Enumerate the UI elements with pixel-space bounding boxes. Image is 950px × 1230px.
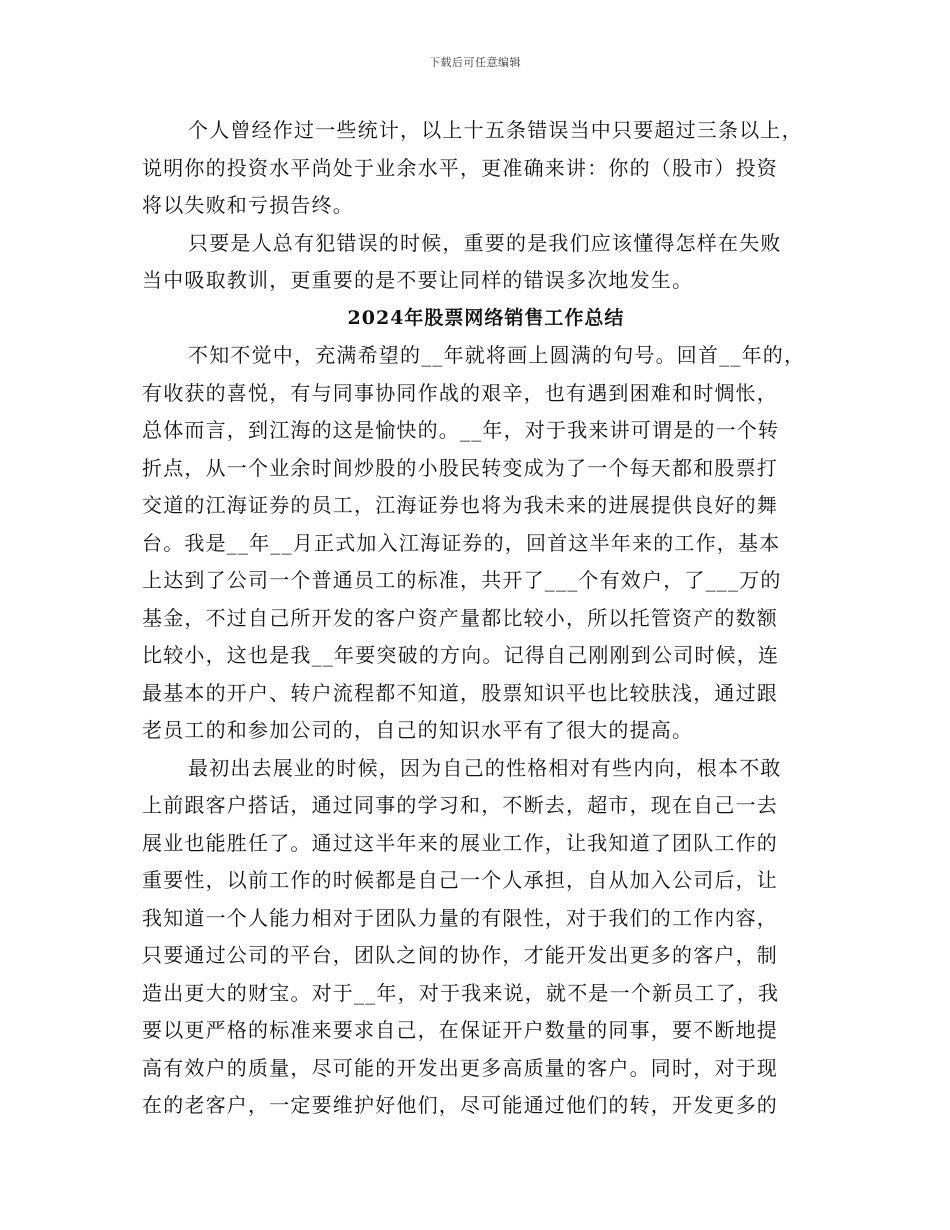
paragraph-line: 折点，从一个业余时间炒股的小股民转变成为了一个每天都和股票打 [142,455,778,480]
paragraph-line: 说明你的投资水平尚处于业余水平，更准确来讲：你的（股市）投资 [142,155,778,180]
paragraph-line: 只要是人总有犯错误的时候，重要的是我们应该懂得怎样在失败 [188,230,782,255]
paragraph-line: 造出更大的财宝。对于__年，对于我来说，就不是一个新员工了，我 [142,980,780,1005]
paragraph-line: 最基本的开户、转户流程都不知道，股票知识平也比较肤浅，通过跟 [142,680,778,705]
paragraph-line: 在的老客户，一定要维护好他们，尽可能通过他们的转，开发更多的 [142,1093,778,1117]
paragraph-line: 高有效户的质量，尽可能的开发出更多高质量的客户。同时，对于现 [142,1055,778,1080]
paragraph-line: 展业也能胜任了。通过这半年来的展业工作，让我知道了团队工作的 [142,830,778,855]
paragraph-line: 上前跟客户搭话，通过同事的学习和，不断去，超市，现在自己一去 [142,793,778,817]
paragraph-line: 将以失败和亏损告终。 [142,193,354,217]
paragraph-line: 比较小，这也是我__年要突破的方向。记得自己刚刚到公司时候，连 [142,643,780,667]
section-title: 2024年股票网络销售工作总结 [347,306,625,329]
document-body [142,112,810,1125]
paragraph-line: 有收获的喜悦，有与同事协同作战的艰辛，也有遇到困难和时惆怅， [142,380,778,405]
paragraph-line: 重要性，以前工作的时候都是自己一个人承担，自从加入公司后，让 [142,868,778,892]
paragraph-line: 基金，不过自己所开发的客户资产量都比较小，所以托管资产的数额 [142,605,778,630]
paragraph-line: 上达到了公司一个普通员工的标准，共开了___个有效户，了___万的 [142,568,782,592]
paragraph-line: 总体而言，到江海的这是愉快的。__年，对于我来讲可谓是的一个转 [142,418,780,442]
paragraph-line: 要以更严格的标准来要求自己，在保证开户数量的同事，要不断地提 [142,1018,778,1042]
paragraph-line: 只要通过公司的平台，团队之间的协作，才能开发出更多的客户，制 [142,943,778,967]
paragraph-line: 当中吸取教训，更重要的是不要让同样的错误多次地发生。 [142,268,694,292]
paragraph-line: 台。我是__年__月正式加入江海证券的，回首这半年来的工作，基本 [142,530,781,555]
download-note: 下载后可任意编辑 [429,56,521,69]
paragraph-line: 老员工的和参加公司的，自己的知识水平有了很大的提高。 [142,718,694,742]
paragraph-line: 最初出去展业的时候，因为自己的性格相对有些内向，根本不敢 [188,755,782,780]
paragraph-line: 不知不觉中，充满希望的__年就将画上圆满的句号。回首__年的， [188,343,806,367]
paragraph-line: 交道的江海证券的员工，江海证券也将为我未来的进展提供良好的舞 [142,493,778,517]
paragraph-line: 个人曾经作过一些统计，以上十五条错误当中只要超过三条以上， [188,118,803,142]
paragraph-line: 我知道一个人能力相对于团队力量的有限性，对于我们的工作内容， [142,905,778,930]
